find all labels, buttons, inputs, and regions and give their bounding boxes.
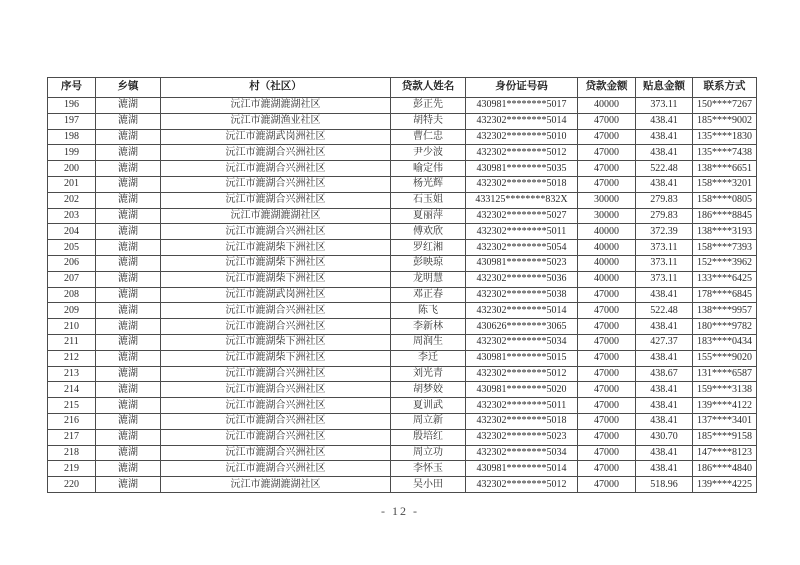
cell-loan-amount: 47000	[578, 287, 636, 303]
cell-contact: 133****6425	[693, 271, 757, 287]
cell-subsidy-amount: 438.41	[636, 445, 693, 461]
table-header	[48, 78, 757, 98]
cell-village: 沅江市漉湖合兴洲社区	[161, 461, 391, 477]
cell-village: 沅江市漉湖柴下洲社区	[161, 334, 391, 350]
cell-index: 198	[48, 129, 96, 145]
cell-id-number: 432302********5012	[466, 145, 578, 161]
cell-index: 213	[48, 366, 96, 382]
table-row	[48, 255, 757, 271]
cell-index: 201	[48, 176, 96, 192]
cell-loan-amount: 40000	[578, 98, 636, 114]
table-row	[48, 271, 757, 287]
table-row	[48, 303, 757, 319]
column-header-contact: 联系方式	[693, 78, 757, 98]
cell-subsidy-amount: 438.41	[636, 145, 693, 161]
cell-village: 沅江市漉湖合兴洲社区	[161, 192, 391, 208]
cell-township: 漉湖	[96, 445, 161, 461]
cell-township: 漉湖	[96, 271, 161, 287]
cell-village: 沅江市漉湖柴下洲社区	[161, 240, 391, 256]
cell-id-number: 432302********5034	[466, 445, 578, 461]
cell-subsidy-amount: 438.41	[636, 382, 693, 398]
table-row	[48, 287, 757, 303]
cell-village: 沅江市漉湖合兴洲社区	[161, 319, 391, 335]
cell-borrower-name: 邓正春	[391, 287, 466, 303]
cell-borrower-name: 胡特夫	[391, 113, 466, 129]
cell-township: 漉湖	[96, 98, 161, 114]
cell-village: 沅江市漉湖漉湖社区	[161, 208, 391, 224]
cell-contact: 138****9957	[693, 303, 757, 319]
cell-index: 216	[48, 413, 96, 429]
cell-index: 203	[48, 208, 96, 224]
cell-index: 200	[48, 161, 96, 177]
cell-subsidy-amount: 438.41	[636, 287, 693, 303]
cell-subsidy-amount: 522.48	[636, 303, 693, 319]
cell-contact: 139****4225	[693, 477, 757, 493]
cell-contact: 158****3201	[693, 176, 757, 192]
loan-subsidy-table	[47, 77, 757, 493]
column-header-index: 序号	[48, 78, 96, 98]
cell-village: 沅江市漉湖合兴洲社区	[161, 224, 391, 240]
cell-borrower-name: 胡梦姣	[391, 382, 466, 398]
cell-id-number: 432302********5023	[466, 429, 578, 445]
cell-borrower-name: 曹仁忠	[391, 129, 466, 145]
cell-contact: 139****4122	[693, 398, 757, 414]
cell-loan-amount: 47000	[578, 113, 636, 129]
cell-id-number: 432302********5011	[466, 398, 578, 414]
table-row	[48, 113, 757, 129]
table-row	[48, 382, 757, 398]
cell-subsidy-amount: 279.83	[636, 192, 693, 208]
cell-index: 211	[48, 334, 96, 350]
cell-borrower-name: 陈飞	[391, 303, 466, 319]
cell-township: 漉湖	[96, 176, 161, 192]
cell-loan-amount: 47000	[578, 366, 636, 382]
table-row	[48, 398, 757, 414]
table-row	[48, 477, 757, 493]
cell-index: 207	[48, 271, 96, 287]
cell-subsidy-amount: 438.41	[636, 176, 693, 192]
cell-loan-amount: 47000	[578, 445, 636, 461]
cell-subsidy-amount: 438.67	[636, 366, 693, 382]
cell-contact: 138****3193	[693, 224, 757, 240]
cell-village: 沅江市漉湖合兴洲社区	[161, 429, 391, 445]
cell-loan-amount: 30000	[578, 208, 636, 224]
cell-township: 漉湖	[96, 287, 161, 303]
cell-id-number: 432302********5054	[466, 240, 578, 256]
cell-township: 漉湖	[96, 255, 161, 271]
table-body	[48, 98, 757, 493]
cell-contact: 152****3962	[693, 255, 757, 271]
cell-id-number: 432302********5010	[466, 129, 578, 145]
cell-contact: 186****4840	[693, 461, 757, 477]
cell-contact: 158****0805	[693, 192, 757, 208]
cell-id-number: 432302********5036	[466, 271, 578, 287]
cell-contact: 158****7393	[693, 240, 757, 256]
table-row	[48, 334, 757, 350]
cell-township: 漉湖	[96, 161, 161, 177]
cell-subsidy-amount: 372.39	[636, 224, 693, 240]
cell-id-number: 430981********5017	[466, 98, 578, 114]
cell-contact: 180****9782	[693, 319, 757, 335]
cell-borrower-name: 龙明慧	[391, 271, 466, 287]
cell-loan-amount: 47000	[578, 461, 636, 477]
cell-id-number: 432302********5011	[466, 224, 578, 240]
cell-contact: 186****8845	[693, 208, 757, 224]
cell-loan-amount: 47000	[578, 319, 636, 335]
cell-village: 沅江市漉湖渔业社区	[161, 113, 391, 129]
cell-loan-amount: 47000	[578, 334, 636, 350]
table-row	[48, 208, 757, 224]
table-row	[48, 98, 757, 114]
cell-township: 漉湖	[96, 350, 161, 366]
cell-id-number: 432302********5014	[466, 303, 578, 319]
cell-id-number: 432302********5018	[466, 413, 578, 429]
page-number: - 12 -	[381, 504, 419, 518]
cell-contact: 138****6651	[693, 161, 757, 177]
cell-index: 217	[48, 429, 96, 445]
cell-subsidy-amount: 438.41	[636, 398, 693, 414]
cell-borrower-name: 周立新	[391, 413, 466, 429]
cell-id-number: 430981********5020	[466, 382, 578, 398]
cell-township: 漉湖	[96, 382, 161, 398]
table-row	[48, 240, 757, 256]
table-row	[48, 129, 757, 145]
table-row	[48, 350, 757, 366]
cell-index: 208	[48, 287, 96, 303]
cell-township: 漉湖	[96, 477, 161, 493]
cell-village: 沅江市漉湖合兴洲社区	[161, 366, 391, 382]
cell-loan-amount: 47000	[578, 398, 636, 414]
cell-borrower-name: 夏丽萍	[391, 208, 466, 224]
cell-borrower-name: 罗红湘	[391, 240, 466, 256]
cell-township: 漉湖	[96, 208, 161, 224]
cell-index: 202	[48, 192, 96, 208]
cell-id-number: 430626********3065	[466, 319, 578, 335]
table-row	[48, 145, 757, 161]
cell-loan-amount: 47000	[578, 176, 636, 192]
cell-village: 沅江市漉湖柴下洲社区	[161, 350, 391, 366]
cell-subsidy-amount: 373.11	[636, 255, 693, 271]
cell-contact: 147****8123	[693, 445, 757, 461]
cell-loan-amount: 47000	[578, 145, 636, 161]
cell-index: 218	[48, 445, 96, 461]
cell-village: 沅江市漉湖合兴洲社区	[161, 382, 391, 398]
cell-contact: 135****1830	[693, 129, 757, 145]
cell-loan-amount: 47000	[578, 429, 636, 445]
table-row	[48, 413, 757, 429]
cell-village: 沅江市漉湖合兴洲社区	[161, 161, 391, 177]
table-row	[48, 224, 757, 240]
cell-township: 漉湖	[96, 429, 161, 445]
cell-id-number: 430981********5023	[466, 255, 578, 271]
cell-id-number: 432302********5012	[466, 477, 578, 493]
cell-village: 沅江市漉湖武岗洲社区	[161, 287, 391, 303]
cell-loan-amount: 47000	[578, 413, 636, 429]
cell-subsidy-amount: 522.48	[636, 161, 693, 177]
column-header-subsidy-amount: 贴息金额	[636, 78, 693, 98]
cell-id-number: 432302********5018	[466, 176, 578, 192]
cell-township: 漉湖	[96, 461, 161, 477]
cell-subsidy-amount: 518.96	[636, 477, 693, 493]
cell-contact: 131****6587	[693, 366, 757, 382]
cell-subsidy-amount: 438.41	[636, 129, 693, 145]
cell-township: 漉湖	[96, 303, 161, 319]
cell-subsidy-amount: 438.41	[636, 350, 693, 366]
table-row	[48, 161, 757, 177]
column-header-township: 乡镇	[96, 78, 161, 98]
cell-borrower-name: 尹少波	[391, 145, 466, 161]
cell-subsidy-amount: 373.11	[636, 98, 693, 114]
cell-village: 沅江市漉湖漉湖社区	[161, 477, 391, 493]
cell-township: 漉湖	[96, 398, 161, 414]
cell-id-number: 432302********5014	[466, 113, 578, 129]
cell-contact: 185****9002	[693, 113, 757, 129]
table-row	[48, 461, 757, 477]
cell-loan-amount: 40000	[578, 255, 636, 271]
cell-index: 215	[48, 398, 96, 414]
table-row	[48, 445, 757, 461]
table-header-row	[48, 78, 757, 98]
cell-loan-amount: 47000	[578, 477, 636, 493]
column-header-id-number: 身份证号码	[466, 78, 578, 98]
cell-borrower-name: 李新林	[391, 319, 466, 335]
cell-contact: 150****7267	[693, 98, 757, 114]
cell-index: 197	[48, 113, 96, 129]
cell-contact: 155****9020	[693, 350, 757, 366]
cell-contact: 183****0434	[693, 334, 757, 350]
cell-contact: 137****3401	[693, 413, 757, 429]
cell-borrower-name: 李迁	[391, 350, 466, 366]
column-header-loan-amount: 贷款金额	[578, 78, 636, 98]
cell-index: 196	[48, 98, 96, 114]
cell-loan-amount: 30000	[578, 192, 636, 208]
cell-contact: 178****6845	[693, 287, 757, 303]
cell-index: 199	[48, 145, 96, 161]
table-row	[48, 429, 757, 445]
cell-township: 漉湖	[96, 145, 161, 161]
cell-index: 212	[48, 350, 96, 366]
cell-village: 沅江市漉湖合兴洲社区	[161, 398, 391, 414]
table-row	[48, 319, 757, 335]
cell-township: 漉湖	[96, 129, 161, 145]
cell-index: 205	[48, 240, 96, 256]
cell-village: 沅江市漉湖武岗洲社区	[161, 129, 391, 145]
table-row	[48, 192, 757, 208]
cell-index: 214	[48, 382, 96, 398]
cell-index: 219	[48, 461, 96, 477]
cell-township: 漉湖	[96, 192, 161, 208]
cell-subsidy-amount: 373.11	[636, 271, 693, 287]
cell-loan-amount: 47000	[578, 350, 636, 366]
cell-subsidy-amount: 438.41	[636, 113, 693, 129]
table-row	[48, 176, 757, 192]
cell-village: 沅江市漉湖合兴洲社区	[161, 303, 391, 319]
cell-village: 沅江市漉湖柴下洲社区	[161, 271, 391, 287]
cell-borrower-name: 夏训武	[391, 398, 466, 414]
cell-village: 沅江市漉湖柴下洲社区	[161, 255, 391, 271]
cell-borrower-name: 刘光青	[391, 366, 466, 382]
cell-village: 沅江市漉湖漉湖社区	[161, 98, 391, 114]
cell-index: 204	[48, 224, 96, 240]
cell-index: 220	[48, 477, 96, 493]
cell-township: 漉湖	[96, 240, 161, 256]
cell-township: 漉湖	[96, 366, 161, 382]
cell-subsidy-amount: 438.41	[636, 461, 693, 477]
cell-borrower-name: 石玉姐	[391, 192, 466, 208]
cell-subsidy-amount: 438.41	[636, 413, 693, 429]
cell-contact: 135****7438	[693, 145, 757, 161]
cell-subsidy-amount: 427.37	[636, 334, 693, 350]
cell-borrower-name: 杨光辉	[391, 176, 466, 192]
cell-subsidy-amount: 279.83	[636, 208, 693, 224]
cell-township: 漉湖	[96, 334, 161, 350]
cell-loan-amount: 40000	[578, 271, 636, 287]
cell-village: 沅江市漉湖合兴洲社区	[161, 145, 391, 161]
cell-id-number: 430981********5035	[466, 161, 578, 177]
cell-index: 206	[48, 255, 96, 271]
column-header-village: 村（社区）	[161, 78, 391, 98]
cell-borrower-name: 殷培红	[391, 429, 466, 445]
cell-id-number: 432302********5038	[466, 287, 578, 303]
cell-loan-amount: 40000	[578, 240, 636, 256]
cell-village: 沅江市漉湖合兴洲社区	[161, 176, 391, 192]
cell-borrower-name: 周润生	[391, 334, 466, 350]
cell-loan-amount: 47000	[578, 129, 636, 145]
cell-index: 210	[48, 319, 96, 335]
cell-id-number: 432302********5034	[466, 334, 578, 350]
cell-village: 沅江市漉湖合兴洲社区	[161, 445, 391, 461]
cell-id-number: 432302********5012	[466, 366, 578, 382]
cell-subsidy-amount: 430.70	[636, 429, 693, 445]
cell-subsidy-amount: 373.11	[636, 240, 693, 256]
cell-borrower-name: 李怀玉	[391, 461, 466, 477]
cell-contact: 159****3138	[693, 382, 757, 398]
cell-borrower-name: 吴小田	[391, 477, 466, 493]
cell-township: 漉湖	[96, 113, 161, 129]
cell-id-number: 433125********832X	[466, 192, 578, 208]
cell-id-number: 432302********5027	[466, 208, 578, 224]
cell-subsidy-amount: 438.41	[636, 319, 693, 335]
cell-loan-amount: 40000	[578, 224, 636, 240]
column-header-borrower-name: 贷款人姓名	[391, 78, 466, 98]
cell-borrower-name: 周立功	[391, 445, 466, 461]
cell-borrower-name: 彭正先	[391, 98, 466, 114]
cell-township: 漉湖	[96, 319, 161, 335]
cell-village: 沅江市漉湖合兴洲社区	[161, 413, 391, 429]
cell-contact: 185****9158	[693, 429, 757, 445]
cell-id-number: 430981********5015	[466, 350, 578, 366]
cell-loan-amount: 47000	[578, 303, 636, 319]
cell-loan-amount: 47000	[578, 382, 636, 398]
cell-index: 209	[48, 303, 96, 319]
cell-township: 漉湖	[96, 413, 161, 429]
cell-id-number: 430981********5014	[466, 461, 578, 477]
cell-borrower-name: 傅欢欣	[391, 224, 466, 240]
cell-borrower-name: 彭映琼	[391, 255, 466, 271]
cell-township: 漉湖	[96, 224, 161, 240]
cell-loan-amount: 47000	[578, 161, 636, 177]
table-row	[48, 366, 757, 382]
cell-borrower-name: 喻定伟	[391, 161, 466, 177]
